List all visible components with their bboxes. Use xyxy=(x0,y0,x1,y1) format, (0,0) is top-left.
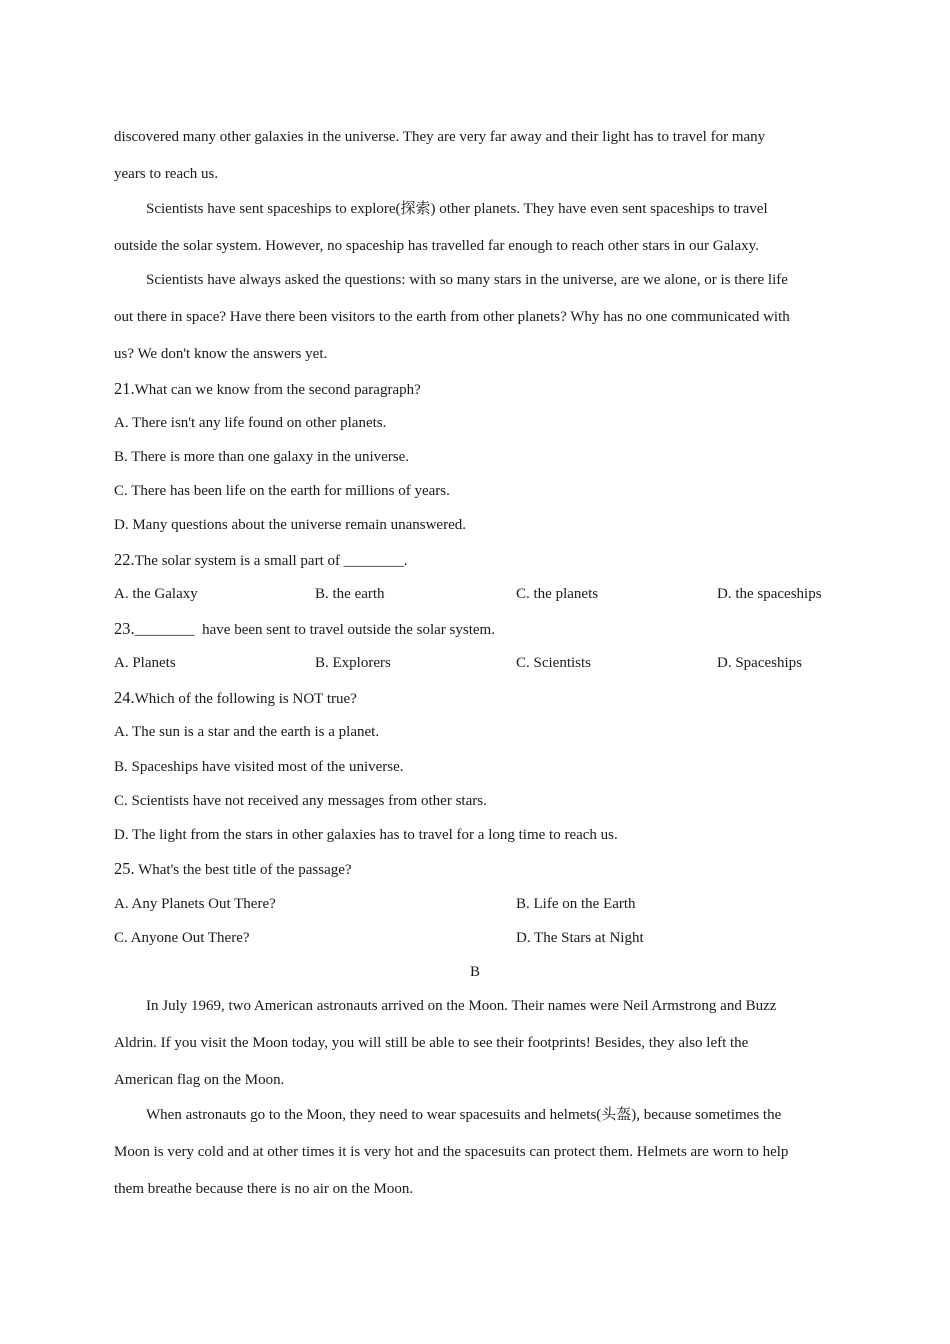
passage-a-p1-line2: years to reach us. xyxy=(114,166,219,182)
question-25-text: What's the best title of the passage? xyxy=(134,862,352,878)
question-23-number: 23. xyxy=(114,619,135,638)
passage-b-p1-line3: American flag on the Moon. xyxy=(114,1072,285,1088)
question-21-text: What can we know from the second paragraph? xyxy=(134,382,421,398)
question-21-number: 21. xyxy=(114,379,135,398)
q23-option-b: B. Explorers xyxy=(315,655,391,671)
passage-a-p1-line1: discovered many other galaxies in the universe. They are very far away and their light has to travel for many xyxy=(114,129,766,145)
q22-option-a: A. the Galaxy xyxy=(114,586,198,602)
q24-option-a: A. The sun is a star and the earth is a planet. xyxy=(114,724,380,740)
question-24-number: 24. xyxy=(114,688,135,707)
q21-option-d: D. Many questions about the universe remain unanswered. xyxy=(114,517,466,533)
q22-option-d: D. the spaceships xyxy=(717,586,822,602)
q22-option-b: B. the earth xyxy=(315,586,385,602)
q23-option-d: D. Spaceships xyxy=(717,655,802,671)
question-24-text: Which of the following is NOT true? xyxy=(134,691,357,707)
q25-option-c: C. Anyone Out There? xyxy=(114,930,250,946)
q23-option-c: C. Scientists xyxy=(516,655,592,671)
section-b-heading: B xyxy=(469,964,480,980)
passage-a-p3-line2: out there in space? Have there been visitors to the earth from other planets? Why has no one communicated with xyxy=(114,309,790,325)
question-23-text: ________ have been sent to travel outside the solar system. xyxy=(134,622,495,638)
q22-option-c: C. the planets xyxy=(516,586,599,602)
question-23 xyxy=(114,619,495,640)
question-25-number: 25. xyxy=(114,859,135,878)
passage-b-p1-line1: In July 1969, two American astronauts arrived on the Moon. Their names were Neil Armstrong and Buzz xyxy=(146,998,777,1014)
q24-option-d: D. The light from the stars in other galaxies has to travel for a long time to reach us. xyxy=(114,827,618,843)
passage-b-p2-line3: them breathe because there is no air on the Moon. xyxy=(114,1181,414,1197)
question-24 xyxy=(114,688,357,709)
q24-option-b: B. Spaceships have visited most of the universe. xyxy=(114,759,404,775)
passage-a-p2-line1: Scientists have sent spaceships to explore(探索) other planets. They have even sent spaceships to travel xyxy=(146,201,768,217)
passage-b-p2-line1: When astronauts go to the Moon, they need to wear spacesuits and helmets(头盔), because sometimes the xyxy=(146,1107,782,1123)
q21-option-b: B. There is more than one galaxy in the universe. xyxy=(114,449,410,465)
question-22 xyxy=(114,550,408,571)
q25-option-b: B. Life on the Earth xyxy=(516,896,636,912)
question-22-number: 22. xyxy=(114,550,135,569)
question-25 xyxy=(114,859,352,880)
passage-b-p2-line2: Moon is very cold and at other times it is very hot and the spacesuits can protect them. Helmets are worn to help xyxy=(114,1144,789,1160)
question-22-text: The solar system is a small part of ________. xyxy=(134,553,408,569)
q23-option-a: A. Planets xyxy=(114,655,176,671)
q24-option-c: C. Scientists have not received any messages from other stars. xyxy=(114,793,487,809)
question-21 xyxy=(114,379,421,400)
q21-option-c: C. There has been life on the earth for millions of years. xyxy=(114,483,450,499)
passage-b-p1-line2: Aldrin. If you visit the Moon today, you will still be able to see their footprints! Besides, they also left the xyxy=(114,1035,749,1051)
passage-a-p3-line1: Scientists have always asked the questions: with so many stars in the universe, are we alone, or is there life xyxy=(146,272,788,288)
passage-a-p3-line3: us? We don't know the answers yet. xyxy=(114,346,328,362)
passage-a-p2-line2: outside the solar system. However, no spaceship has travelled far enough to reach other stars in our Galaxy. xyxy=(114,238,759,254)
q25-option-d: D. The Stars at Night xyxy=(516,930,644,946)
q21-option-a: A. There isn't any life found on other planets. xyxy=(114,415,387,431)
q25-option-a: A. Any Planets Out There? xyxy=(114,896,276,912)
